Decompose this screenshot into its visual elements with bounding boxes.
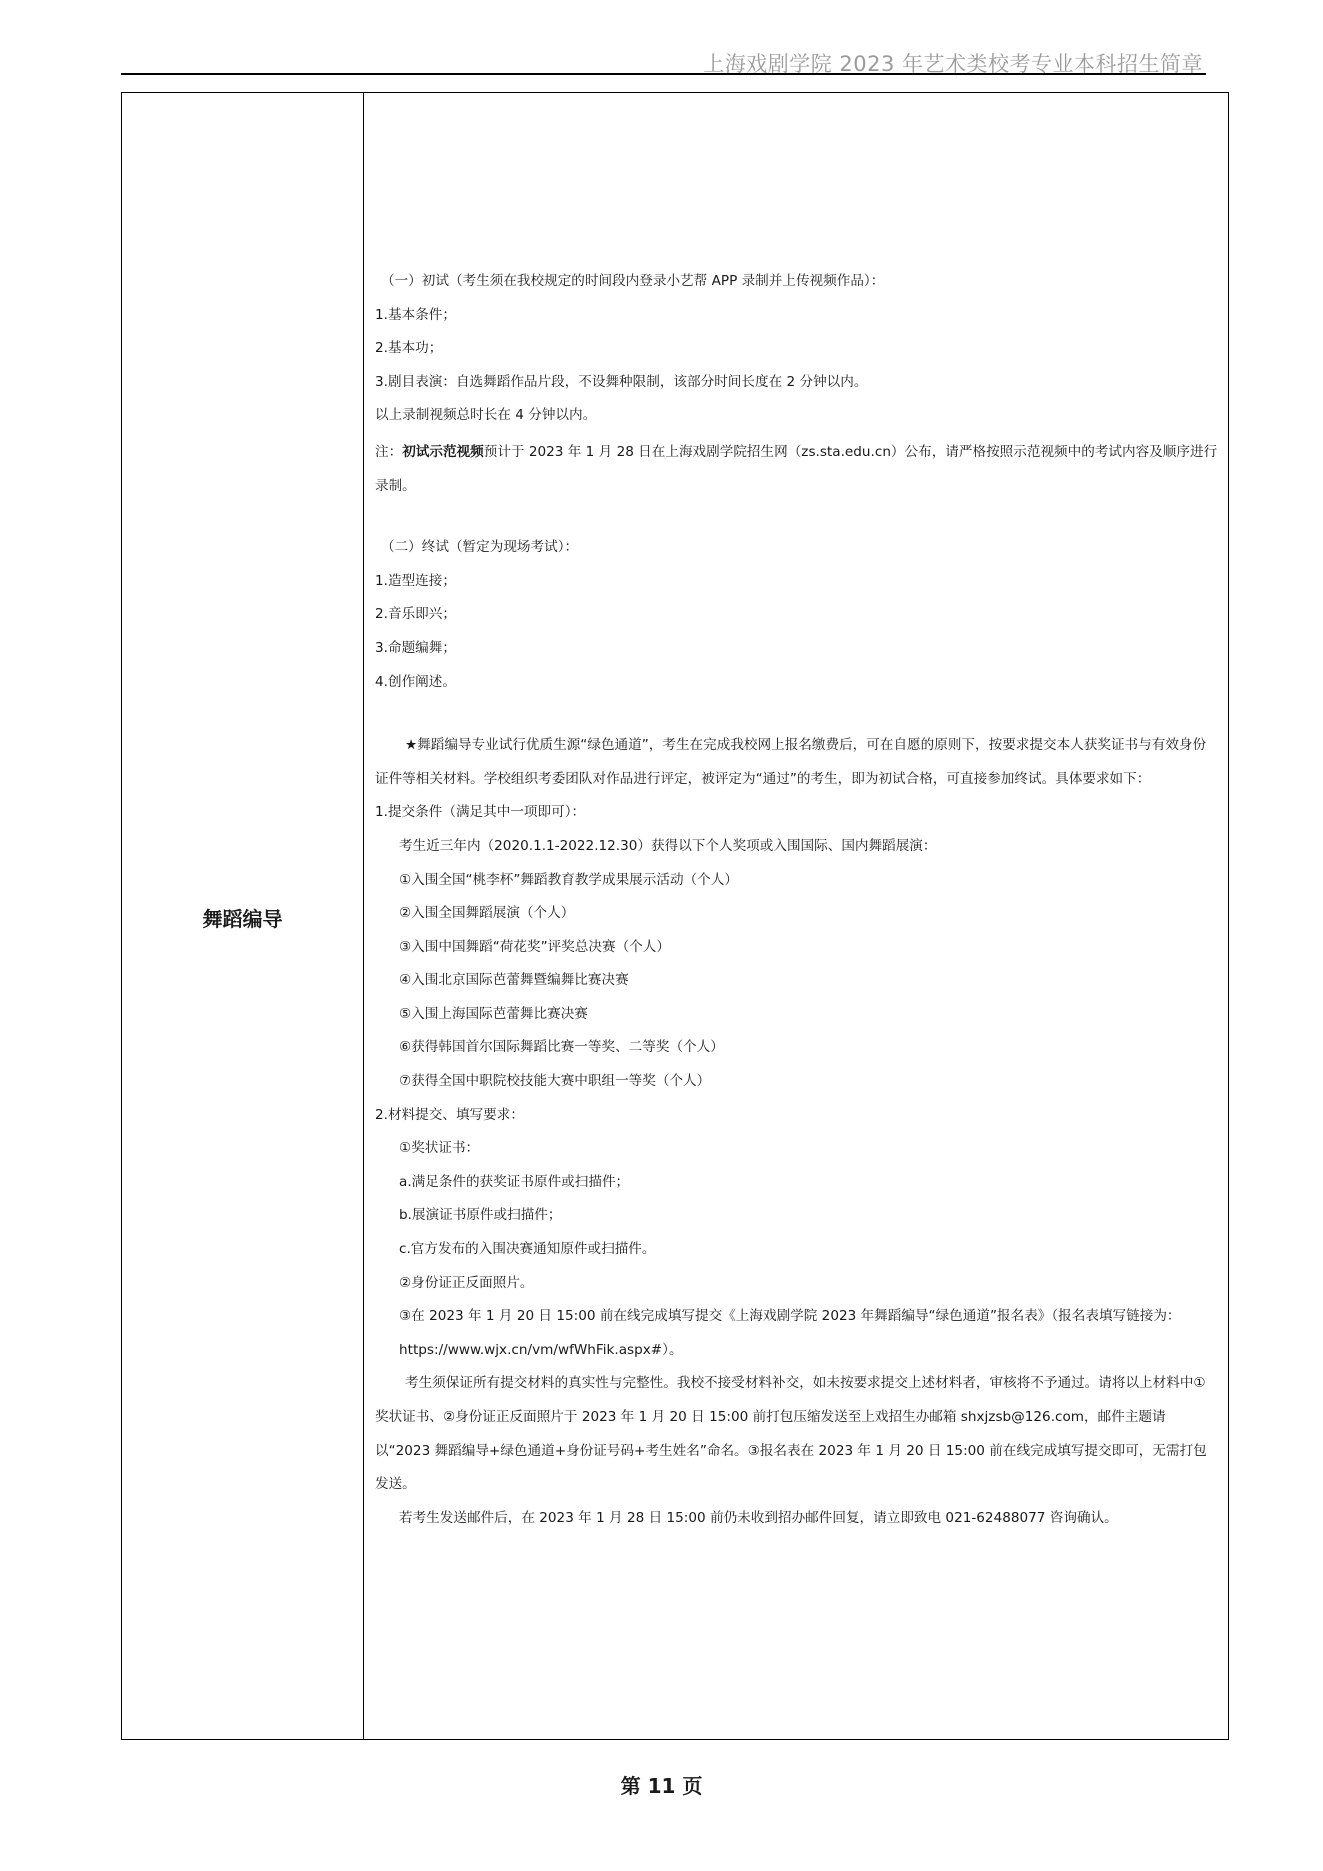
condition-heading: 1.提交条件（满足其中一项即可）： xyxy=(375,804,586,821)
condition-item: ⑥获得韩国首尔国际舞蹈比赛一等奖、二等奖（个人） xyxy=(399,1039,724,1056)
spacer xyxy=(375,699,1218,729)
material-form-link: https://www.wjx.cn/vm/wfWhFik.aspx#）。 xyxy=(399,1341,683,1358)
condition-item: ⑦获得全国中职院校技能大赛中职组一等奖（个人） xyxy=(399,1073,711,1090)
prelim-heading: （一）初试（考生须在我校规定的时间段内登录小艺帮 APP 录制并上传视频作品）： xyxy=(381,273,885,289)
condition-item: ②入围全国舞蹈展演（个人） xyxy=(399,905,575,922)
material-id-photo: ②身份证正反面照片。 xyxy=(399,1274,534,1291)
green-channel-intro: ★舞蹈编导专业试行优质生源“绿色通道”，考生在完成我校网上报名缴费后，可在自愿的原则下，按要求提交本人获奖证书与有效身份证件等相关材料。学校组织考委团队对作品进行评定，被评定为“通过”的考生，即为初试合格，可直接参加终试。具体要求如下： xyxy=(375,737,1207,787)
sample-video-note xyxy=(375,436,1218,503)
final-item: 3.命题编舞； xyxy=(375,639,456,656)
note-text: 预计于 2023 年 1 月 28 日在上海戏剧学院招生网（zs.sta.edu.cn）公布，请严格按照示范视频中的考试内容及顺序进行录制。 xyxy=(375,443,1218,494)
prelim-item: 2.基本功； xyxy=(375,340,443,357)
condition-item: ①入围全国“桃李杯”舞蹈教育教学成果展示活动（个人） xyxy=(399,871,738,888)
condition-item: ⑤入围上海国际芭蕾舞比赛决赛 xyxy=(399,1005,588,1022)
final-item: 1.造型连接； xyxy=(375,572,456,589)
note-keyword: 初试示范视频 xyxy=(402,443,484,460)
final-item: 2.音乐即兴； xyxy=(375,606,456,623)
prelim-item: 3.剧目表演：自选舞蹈作品片段，不设舞种限制，该部分时间长度在 2 分钟以内。 xyxy=(375,373,868,390)
material-certificate: ①奖状证书： xyxy=(399,1140,480,1157)
condition-item: ④入围北京国际芭蕾舞暨编舞比赛决赛 xyxy=(399,972,629,989)
material-heading: 2.材料提交、填写要求： xyxy=(375,1106,524,1123)
prelim-item: 以上录制视频总时长在 4 分钟以内。 xyxy=(375,407,597,424)
material-subitem: c.官方发布的入围决赛通知原件或扫描件。 xyxy=(399,1241,656,1258)
material-subitem: b.展演证书原件或扫描件； xyxy=(399,1207,562,1224)
final-heading: （二）终试（暂定为现场考试）： xyxy=(381,539,579,556)
page-number: 第 11 页 xyxy=(620,1774,703,1798)
condition-intro: 考生近三年内（2020.1.1-2022.12.30）获得以下个人奖项或入围国际、国内舞蹈展演： xyxy=(399,837,937,854)
spacer xyxy=(375,503,1218,531)
requirements-content xyxy=(375,265,1218,1535)
prelim-item: 1.基本条件； xyxy=(375,306,456,323)
page-header-title: 上海戏剧学院 2023 年艺术类校考专业本科招生简章 xyxy=(703,52,1203,76)
header-rule xyxy=(121,73,1206,75)
column-divider xyxy=(363,93,364,1739)
admission-table xyxy=(121,92,1229,1740)
guarantee-paragraph: 考生须保证所有提交材料的真实性与完整性。我校不接受材料补交，如未按要求提交上述材料者，审核将不予通过。请将以上材料中①奖状证书、②身份证正反面照片于 2023 年 1 月 20 日 15:00 前打包压缩发送至上戏招生办邮箱 shxjzsb@126.com，邮件主题请以“2023 舞蹈编导+绿色通道+身份证号码+考生姓名”命名。③报名表在 2023 年 1 月 20 日 15:00 前在线完成填写提交即可，无需打包发送。 xyxy=(375,1375,1207,1493)
note-prefix: 注： xyxy=(375,443,403,460)
final-item: 4.创作阐述。 xyxy=(375,673,456,690)
condition-item: ③入围中国舞蹈“荷花奖”评奖总决赛（个人） xyxy=(399,938,670,955)
material-subitem: a.满足条件的获奖证书原件或扫描件； xyxy=(399,1173,630,1190)
material-form: ③在 2023 年 1 月 20 日 15:00 前在线完成填写提交《上海戏剧学院 2023 年舞蹈编导“绿色通道”报名表》（报名表填写链接为： xyxy=(399,1308,1181,1325)
major-name: 舞蹈编导 xyxy=(202,907,283,931)
contact-paragraph: 若考生发送邮件后，在 2023 年 1 月 28 日 15:00 前仍未收到招办邮件回复，请立即致电 021-62488077 咨询确认。 xyxy=(399,1509,1118,1526)
